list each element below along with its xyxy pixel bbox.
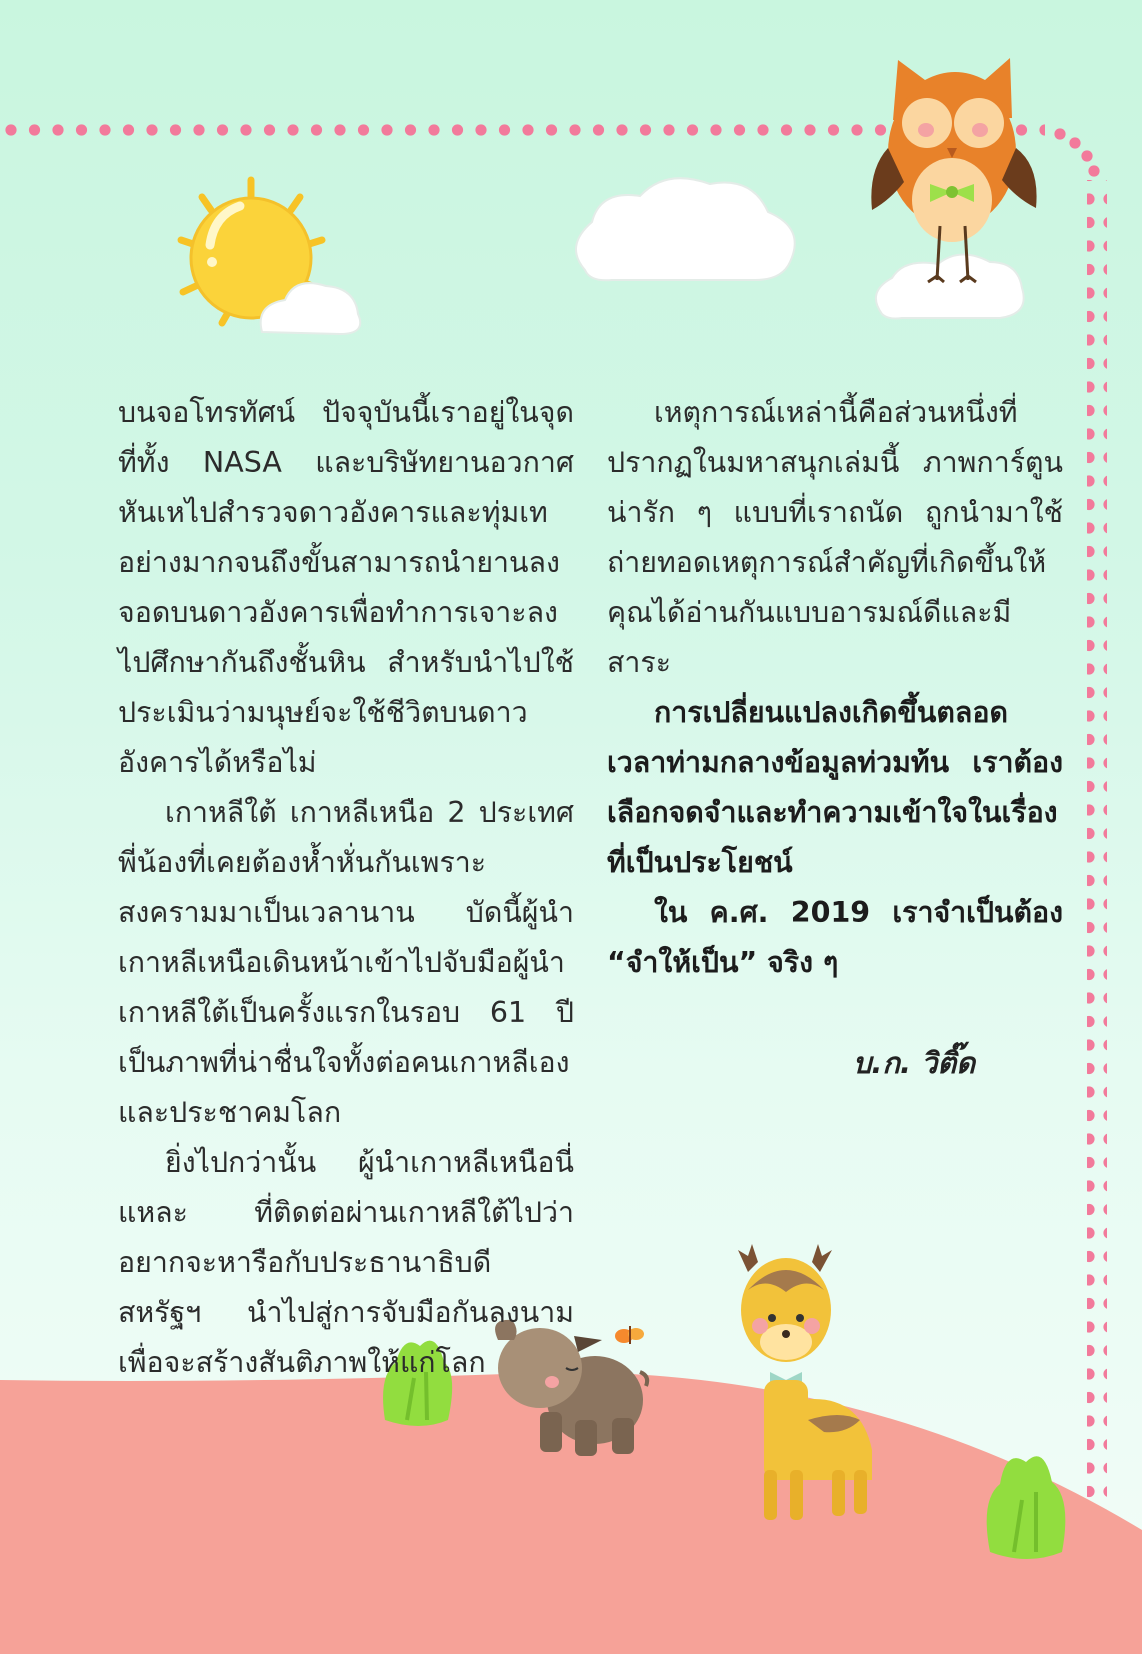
butterfly-icon xyxy=(615,1326,644,1344)
closing-paragraph: ใน ค.ศ. 2019 เราจำเป็นต้อง “จำให้เป็น” จริง ๆ xyxy=(607,896,1063,979)
paragraph: ยิ่งไปกว่านั้น ผู้นำเกาหลีเหนือนี่แหละ ที่ติดต่อผ่านเกาหลีใต้ไปว่าอยากจะหารือกับประธานาธิบดีสหรัฐฯ นำไปสู่การจับมือกันลงนามเพื่อจะสร้างสันติภาพให้แก่โลก xyxy=(118,1146,574,1379)
paragraph: เกาหลีใต้ เกาหลีเหนือ 2 ประเทศพี่น้องที่เคยต้องห้ำหั่นกันเพราะสงครามมาเป็นเวลานาน บัดนี้ผู้นำเกาหลีเหนือเดินหน้าเข้าไปจับมือผู้นำเกาหลีใต้เป็นครั้งแรกในรอบ 61 ปี เป็นภาพที่น่าชื่นใจทั้งต่อคนเกาหลีเองและประชาคมโลก xyxy=(118,796,574,1129)
right-column xyxy=(607,388,1063,988)
editor-signature: บ.ก. วิติ๊ด xyxy=(853,1046,976,1080)
cloud-icon xyxy=(876,254,1024,318)
owl-icon xyxy=(871,58,1036,282)
cloud-icon xyxy=(576,178,795,280)
paragraph: บนจอโทรทัศน์ ปัจจุบันนี้เราอยู่ในจุดที่ทั้ง NASA และบริษัทยานอวกาศหันเหไปสำรวจดาวอังคารและทุ่มเทอย่างมากจนถึงขั้นสามารถนำยานลงจอดบนดาวอังคารเพื่อทำการเจาะลงไปศึกษากันถึงชั้นหิน สำหรับนำไปใช้ประเมินว่ามนุษย์จะใช้ชีวิตบนดาวอังคารได้หรือไม่ xyxy=(118,396,574,779)
paragraph: เหตุการณ์เหล่านี้คือส่วนหนึ่งที่ปรากฏในมหาสนุกเล่มนี้ ภาพการ์ตูนน่ารัก ๆ แบบที่เราถนัด ถูกนำมาใช้ถ่ายทอดเหตุการณ์สำคัญที่เกิดขึ้นให้คุณได้อ่านกันแบบอารมณ์ดีและมีสาระ xyxy=(607,396,1063,679)
left-column xyxy=(118,388,574,1388)
highlight-paragraph: การเปลี่ยนแปลงเกิดขึ้นตลอดเวลาท่ามกลางข้อมูลท่วมท้น เราต้องเลือกจดจำและทำความเข้าใจในเรื่องที่เป็นประโยชน์ xyxy=(607,696,1063,879)
